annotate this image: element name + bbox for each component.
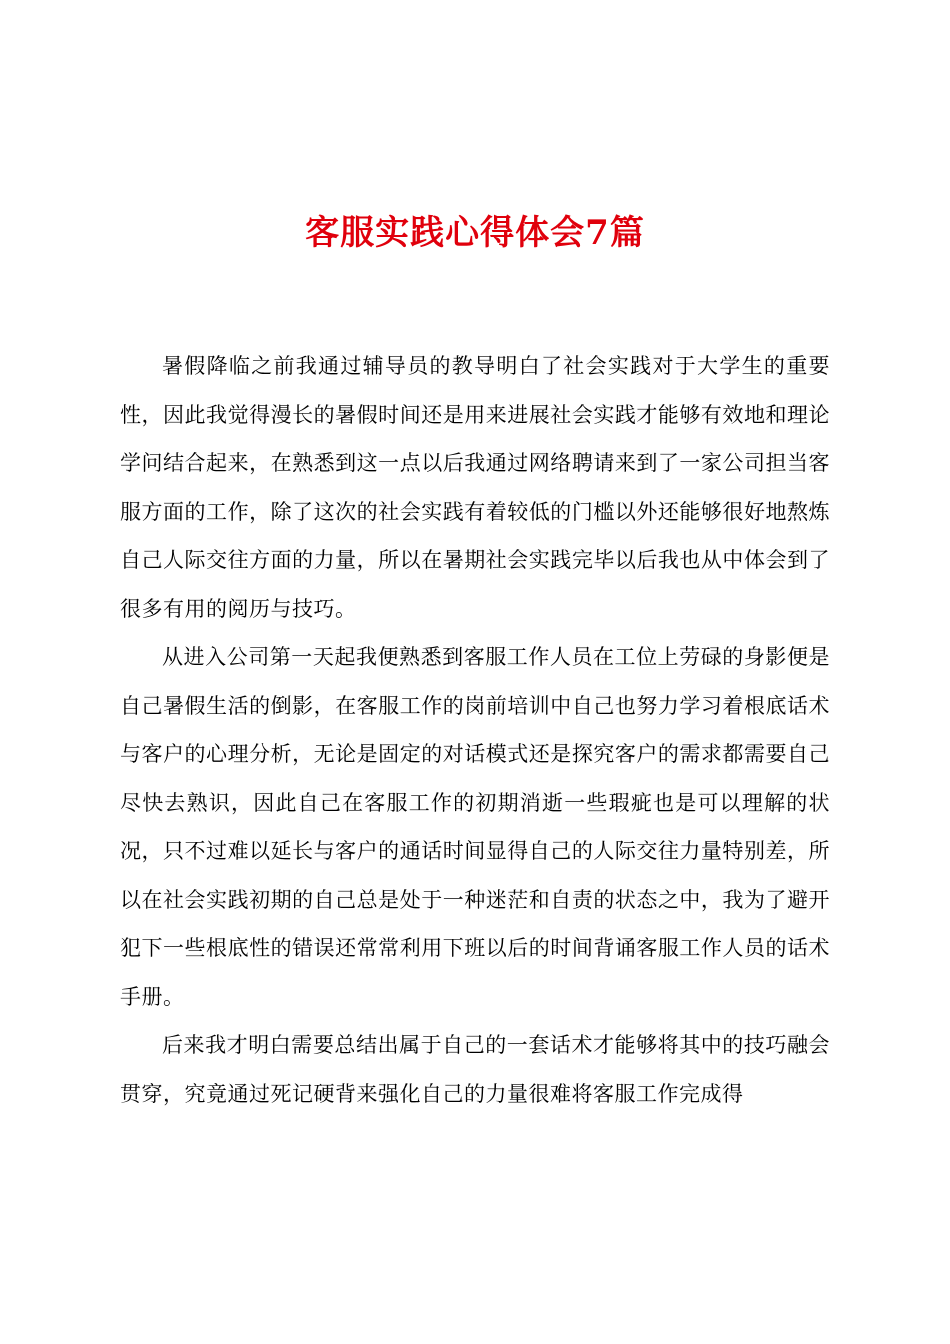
paragraph-3: 后来我才明白需要总结出属于自己的一套话术才能够将其中的技巧融会贯穿，究竟通过死记硬背来强化自己的力量很难将客服工作完成得 <box>120 1033 830 1106</box>
paragraph-1: 暑假降临之前我通过辅导员的教导明白了社会实践对于大学生的重要性，因此我觉得漫长的暑假时间还是用来进展社会实践才能够有效地和理论学问结合起来，在熟悉到这一点以后我通过网络聘请来到了一家公司担当客服方面的工作，除了这次的社会实践有着较低的门槛以外还能够很好地熬炼自己人际交往方面的力量，所以在暑期社会实践完毕以后我也从中体会到了很多有用的阅历与技巧。 <box>120 354 830 621</box>
document-body <box>120 342 830 1118</box>
paragraph-2: 从进入公司第一天起我便熟悉到客服工作人员在工位上劳碌的身影便是自己暑假生活的倒影，在客服工作的岗前培训中自己也努力学习着根底话术与客户的心理分析，无论是固定的对话模式还是探究客户的需求都需要自己尽快去熟识，因此自己在客服工作的初期消逝一些瑕疵也是可以理解的状况，只不过难以延长与客户的通话时间显得自己的人际交往力量特别差，所以在社会实践初期的自己总是处于一种迷茫和自责的状态之中，我为了避开犯下一些根底性的错误还常常利用下班以后的时间背诵客服工作人员的话术手册。 <box>120 645 830 1009</box>
document-title: 客服实践心得体会7篇 <box>305 213 645 253</box>
